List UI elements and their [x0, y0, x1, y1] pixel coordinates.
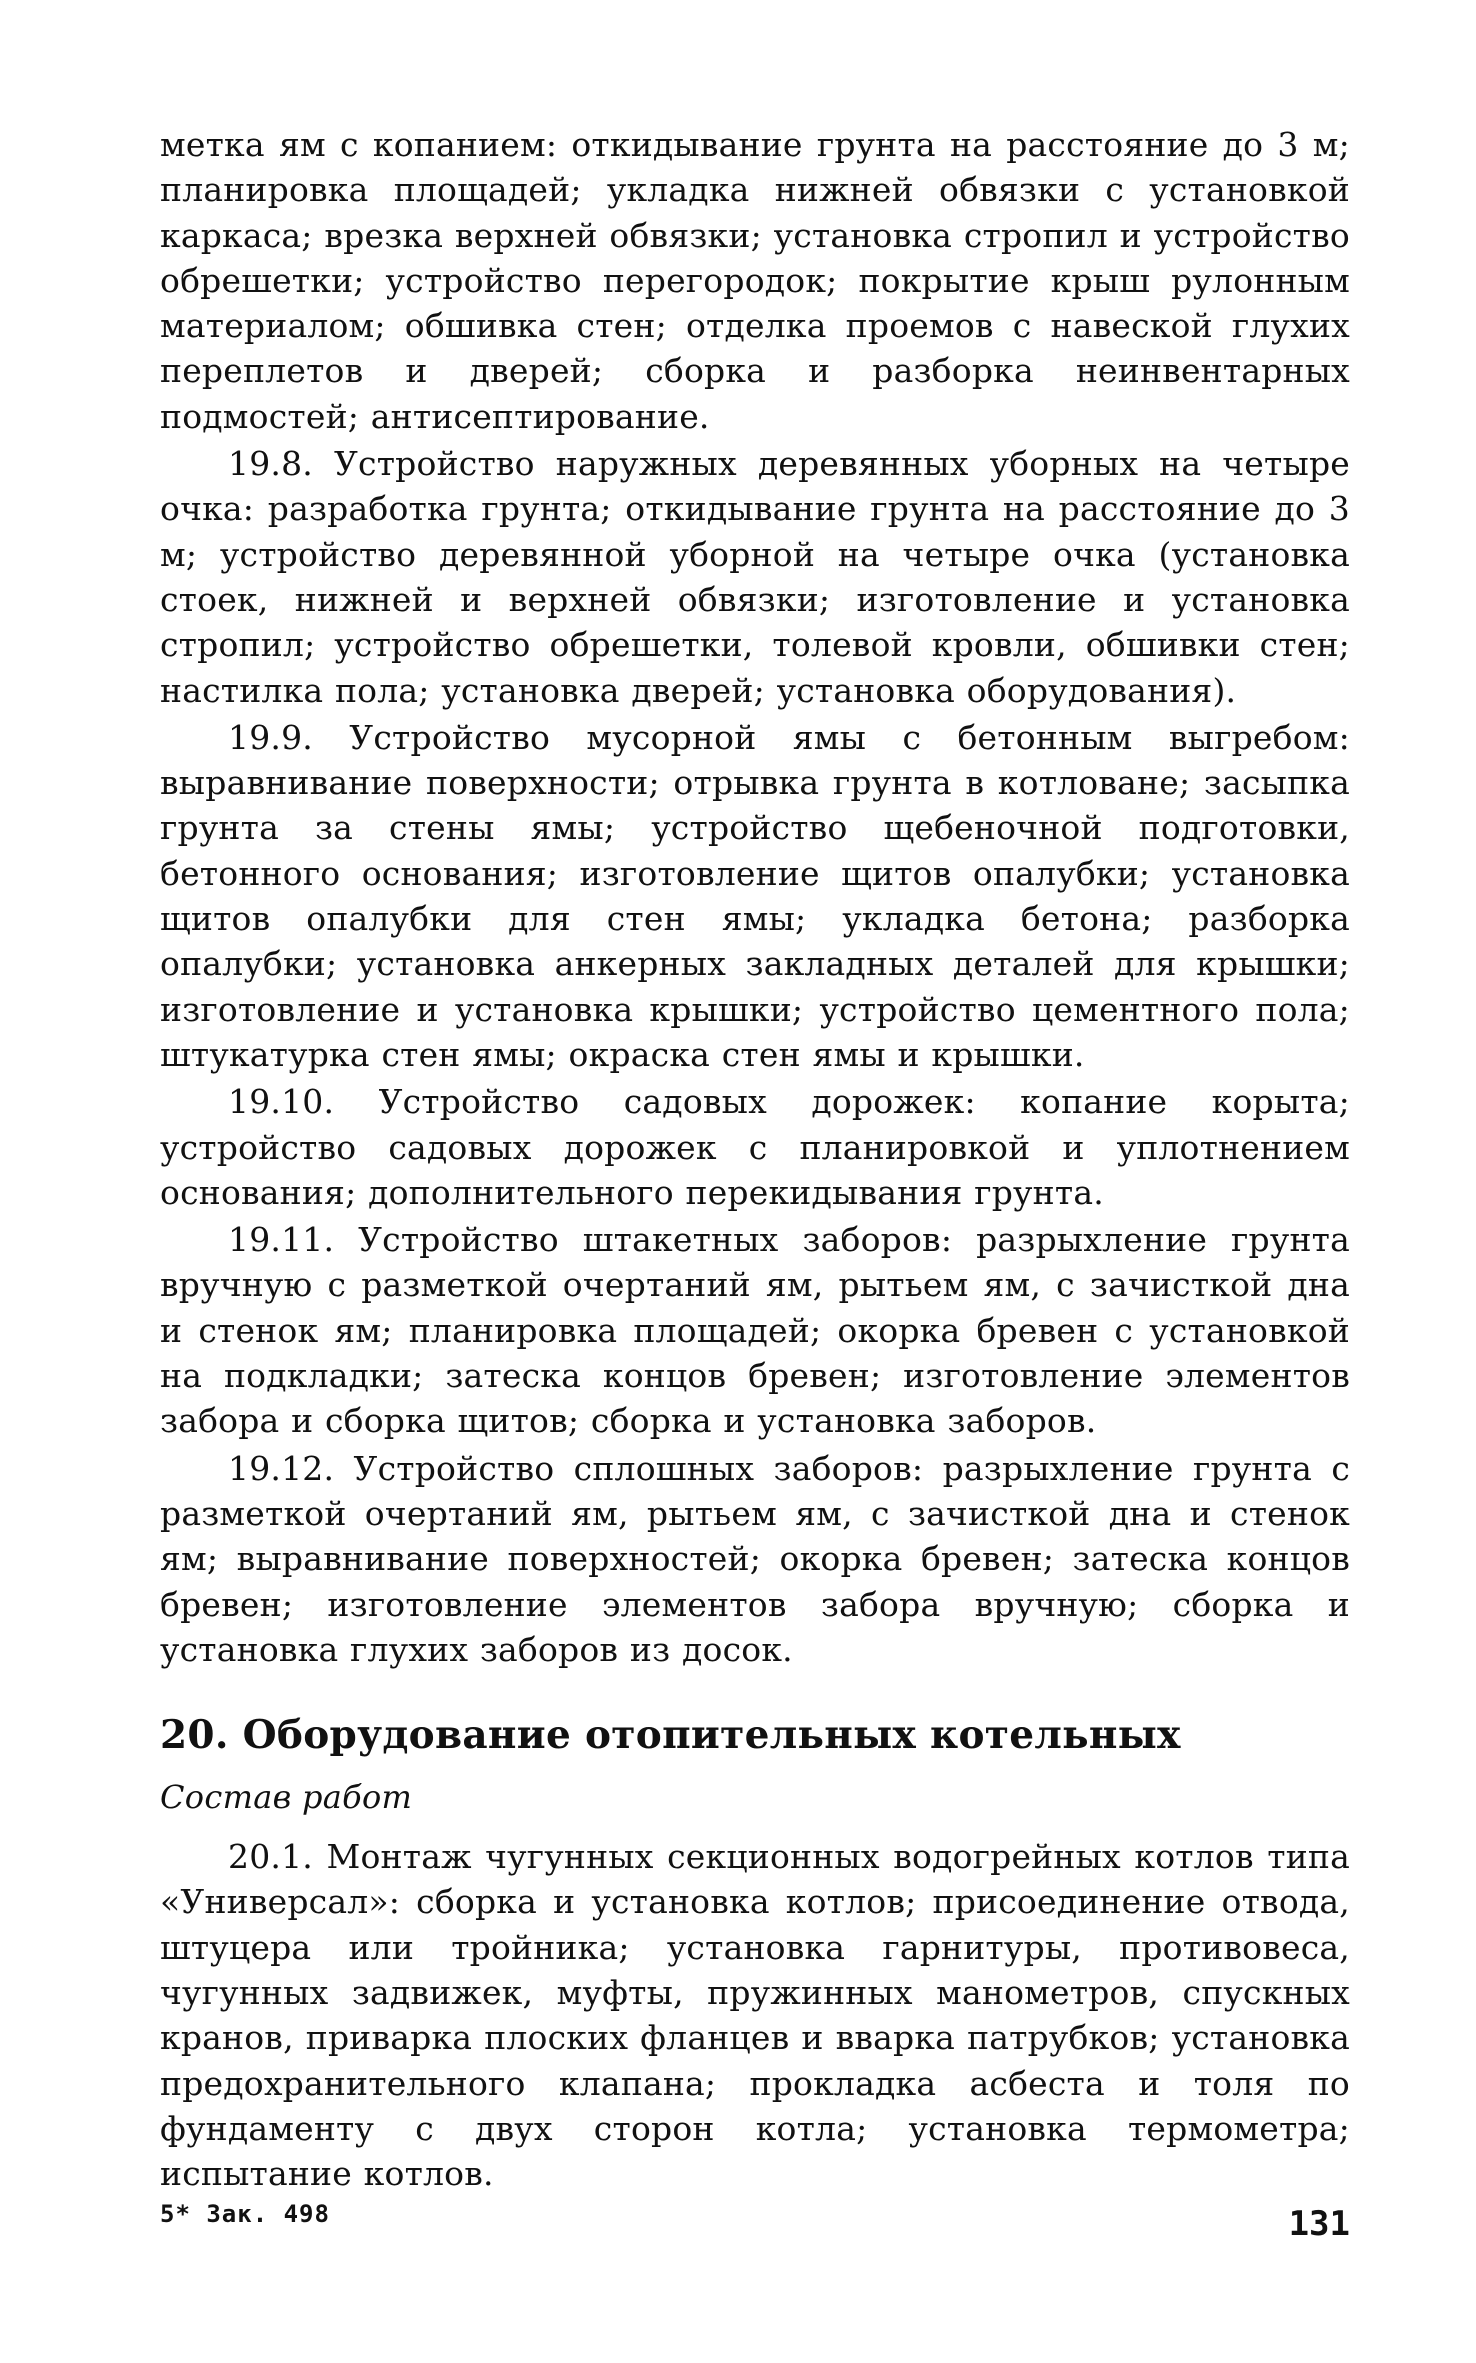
page-number: 131	[1288, 2204, 1350, 2244]
paragraph-continuation: метка ям с копанием: откидывание грунта на расстояние до 3 м; планировка площадей; укладка нижней обвязки с установкой каркаса; врезка верхней обвязки; установка стропил и устройство обрешетки; устройство перегородок; покрытие крыш рулонным материалом; обшивка стен; отделка проемов с навеской глухих переплетов и дверей; сборка и разборка неинвентарных подмостей; антисептирование.	[160, 125, 1350, 436]
section-subtitle: Состав работ	[160, 1778, 413, 1817]
page-body	[160, 122, 1350, 2198]
section-title: 20. Оборудование отопительных котельных	[160, 1712, 1181, 1759]
page-footer	[160, 2200, 1350, 2260]
footer-order-mark: 5* Зак. 498	[160, 2200, 330, 2228]
paragraph-19-9: 19.9. Устройство мусорной ямы с бетонным выгребом: выравнивание поверхности; отрывка грунта в котловане; засыпка грунта за стены ямы; устройство щебеночной подготовки, бетонного основания; изготовление щитов опалубки; установка щитов опалубки для стен ямы; укладка бетона; разборка опалубки; установка анкерных закладных деталей для крышки; изготовление и установка крышки; устройство цементного пола; штукатурка стен ямы; окраска стен ямы и крышки.	[160, 717, 1350, 1074]
paragraph-19-11: 19.11. Устройство штакетных заборов: разрыхление грунта вручную с разметкой очертаний ям, рытьем ям, с зачисткой дна и стенок ям; планировка площадей; окорка бревен с установкой на подкладки; затеска концов бревен; изготовление элементов забора и сборка щитов; сборка и установка заборов.	[160, 1220, 1350, 1441]
paragraph-19-8: 19.8. Устройство наружных деревянных уборных на четыре очка: разработка грунта; откидывание грунта на расстояние до 3 м; устройство деревянной уборной на четыре очка (установка стоек, нижней и верхней обвязки; изготовление и установка стропил; устройство обрешетки, толевой кровли, обшивки стен; настилка пола; установка дверей; установка оборудования).	[160, 444, 1350, 710]
paragraph-19-10: 19.10. Устройство садовых дорожек: копание корыта; устройство садовых дорожек с планировкой и уплотнением основания; дополнительного перекидывания грунта.	[160, 1082, 1350, 1212]
paragraph-19-12: 19.12. Устройство сплошных заборов: разрыхление грунта с разметкой очертаний ям, рытьем ям, с зачисткой дна и стенок ям; выравнивание поверхностей; окорка бревен; затеска концов бревен; изготовление элементов забора вручную; сборка и установка глухих заборов из досок.	[160, 1448, 1350, 1669]
paragraph-20-1: 20.1. Монтаж чугунных секционных водогрейных котлов типа «Универсал»: сборка и установка котлов; присоединение отвода, штуцера или тройника; установка гарнитуры, противовеса, чугунных задвижек, муфты, пружинных манометров, спускных кранов, приварка плоских фланцев и вварка патрубков; установка предохранительного клапана; прокладка асбеста и толя по фундаменту с двух сторон котла; установка термометра; испытание котлов.	[160, 1837, 1350, 2194]
